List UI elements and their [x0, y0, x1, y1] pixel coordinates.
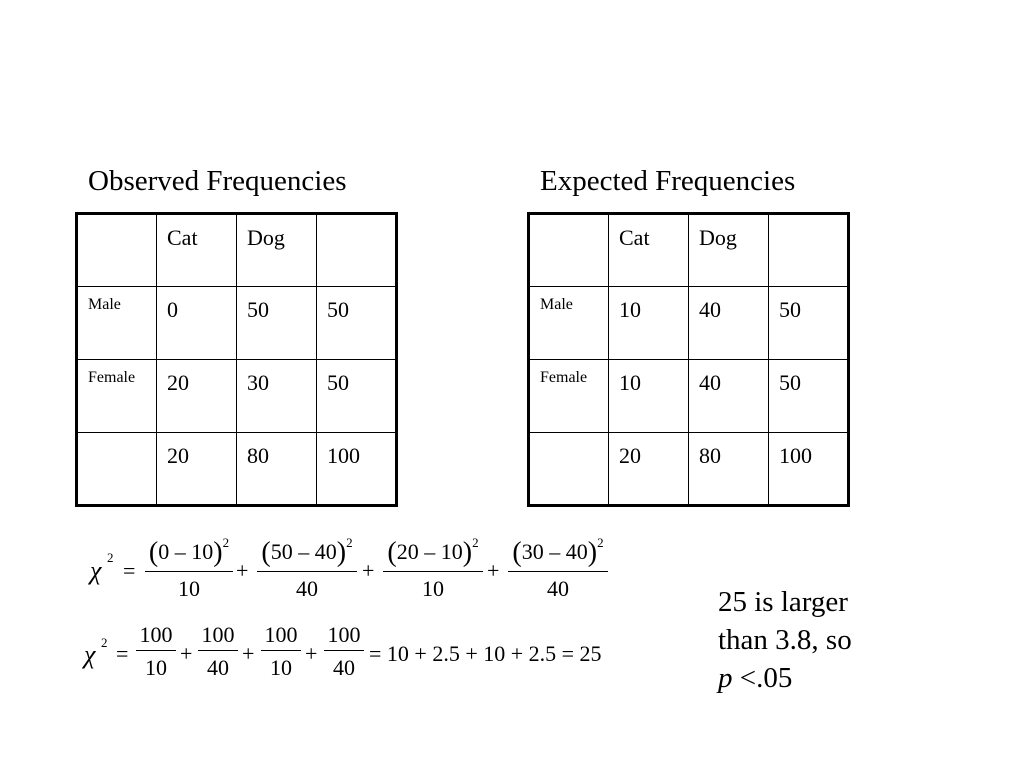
row-label-male: Male [529, 287, 609, 360]
header-cat: Cat [609, 214, 689, 287]
plus-sign: + [362, 558, 375, 583]
header-dog: Dog [689, 214, 769, 287]
table-row [529, 214, 849, 287]
table-row [77, 433, 397, 506]
table-cell: 10 [609, 360, 689, 433]
equation-result: = 10 + 2.5 + 10 + 2.5 = 25 [369, 641, 602, 666]
fraction-term: $\frac{(30 - 40)^2}{40}$ [508, 536, 608, 600]
fraction-term: $\frac{(0 - 10)^2}{10}$ [145, 536, 233, 600]
equals-sign: = [116, 641, 129, 666]
fraction-term: $\frac{100}{40}$ [324, 624, 364, 679]
table-cell: 50 [769, 360, 849, 433]
fraction-term: $\frac{(20 - 10)^2}{10}$ [383, 536, 483, 600]
plus-sign: + [236, 558, 249, 583]
chi-symbol: χ [84, 640, 96, 669]
table-cell: 50 [317, 360, 397, 433]
chi-symbol: χ [90, 556, 102, 585]
table-cell: 0 [157, 287, 237, 360]
table-cell: 20 [609, 433, 689, 506]
expected-title: Expected Frequencies [540, 165, 796, 197]
table-cell: 20 [157, 433, 237, 506]
table-cell: 80 [689, 433, 769, 506]
plus-sign: + [487, 558, 500, 583]
plus-sign: + [305, 641, 318, 666]
chi-exponent: 2 [101, 635, 108, 650]
table-row [77, 287, 397, 360]
table-cell: 20 [157, 360, 237, 433]
table-row [529, 433, 849, 506]
table-cell: 100 [769, 433, 849, 506]
table-cell: 50 [769, 287, 849, 360]
table-row [77, 360, 397, 433]
row-label-male: Male [77, 287, 157, 360]
fraction-term: $\frac{100}{40}$ [198, 624, 238, 679]
row-label-female: Female [77, 360, 157, 433]
table-cell: 50 [317, 287, 397, 360]
table-cell: 10 [609, 287, 689, 360]
header-cat: Cat [157, 214, 237, 287]
table-cell: 40 [689, 287, 769, 360]
equals-sign: = [123, 558, 136, 583]
table-cell: 30 [237, 360, 317, 433]
header-dog: Dog [237, 214, 317, 287]
table-cell: 100 [317, 433, 397, 506]
table-row [529, 287, 849, 360]
fraction-term: $\frac{100}{10}$ [136, 624, 176, 679]
conclusion-text: 25 is larger than 3.8, so p <.05 [718, 586, 852, 694]
observed-title: Observed Frequencies [88, 165, 347, 197]
chi-exponent: 2 [107, 550, 114, 565]
table-cell: 40 [689, 360, 769, 433]
plus-sign: + [180, 641, 193, 666]
expected-table [527, 212, 850, 507]
table-row [529, 360, 849, 433]
fraction-term: $\frac{100}{10}$ [261, 624, 301, 679]
table-row [77, 214, 397, 287]
table-cell: 50 [237, 287, 317, 360]
table-cell: 80 [237, 433, 317, 506]
plus-sign: + [242, 641, 255, 666]
fraction-term: $\frac{(50 - 40)^2}{40}$ [257, 536, 357, 600]
row-label-female: Female [529, 360, 609, 433]
observed-table [75, 212, 398, 507]
